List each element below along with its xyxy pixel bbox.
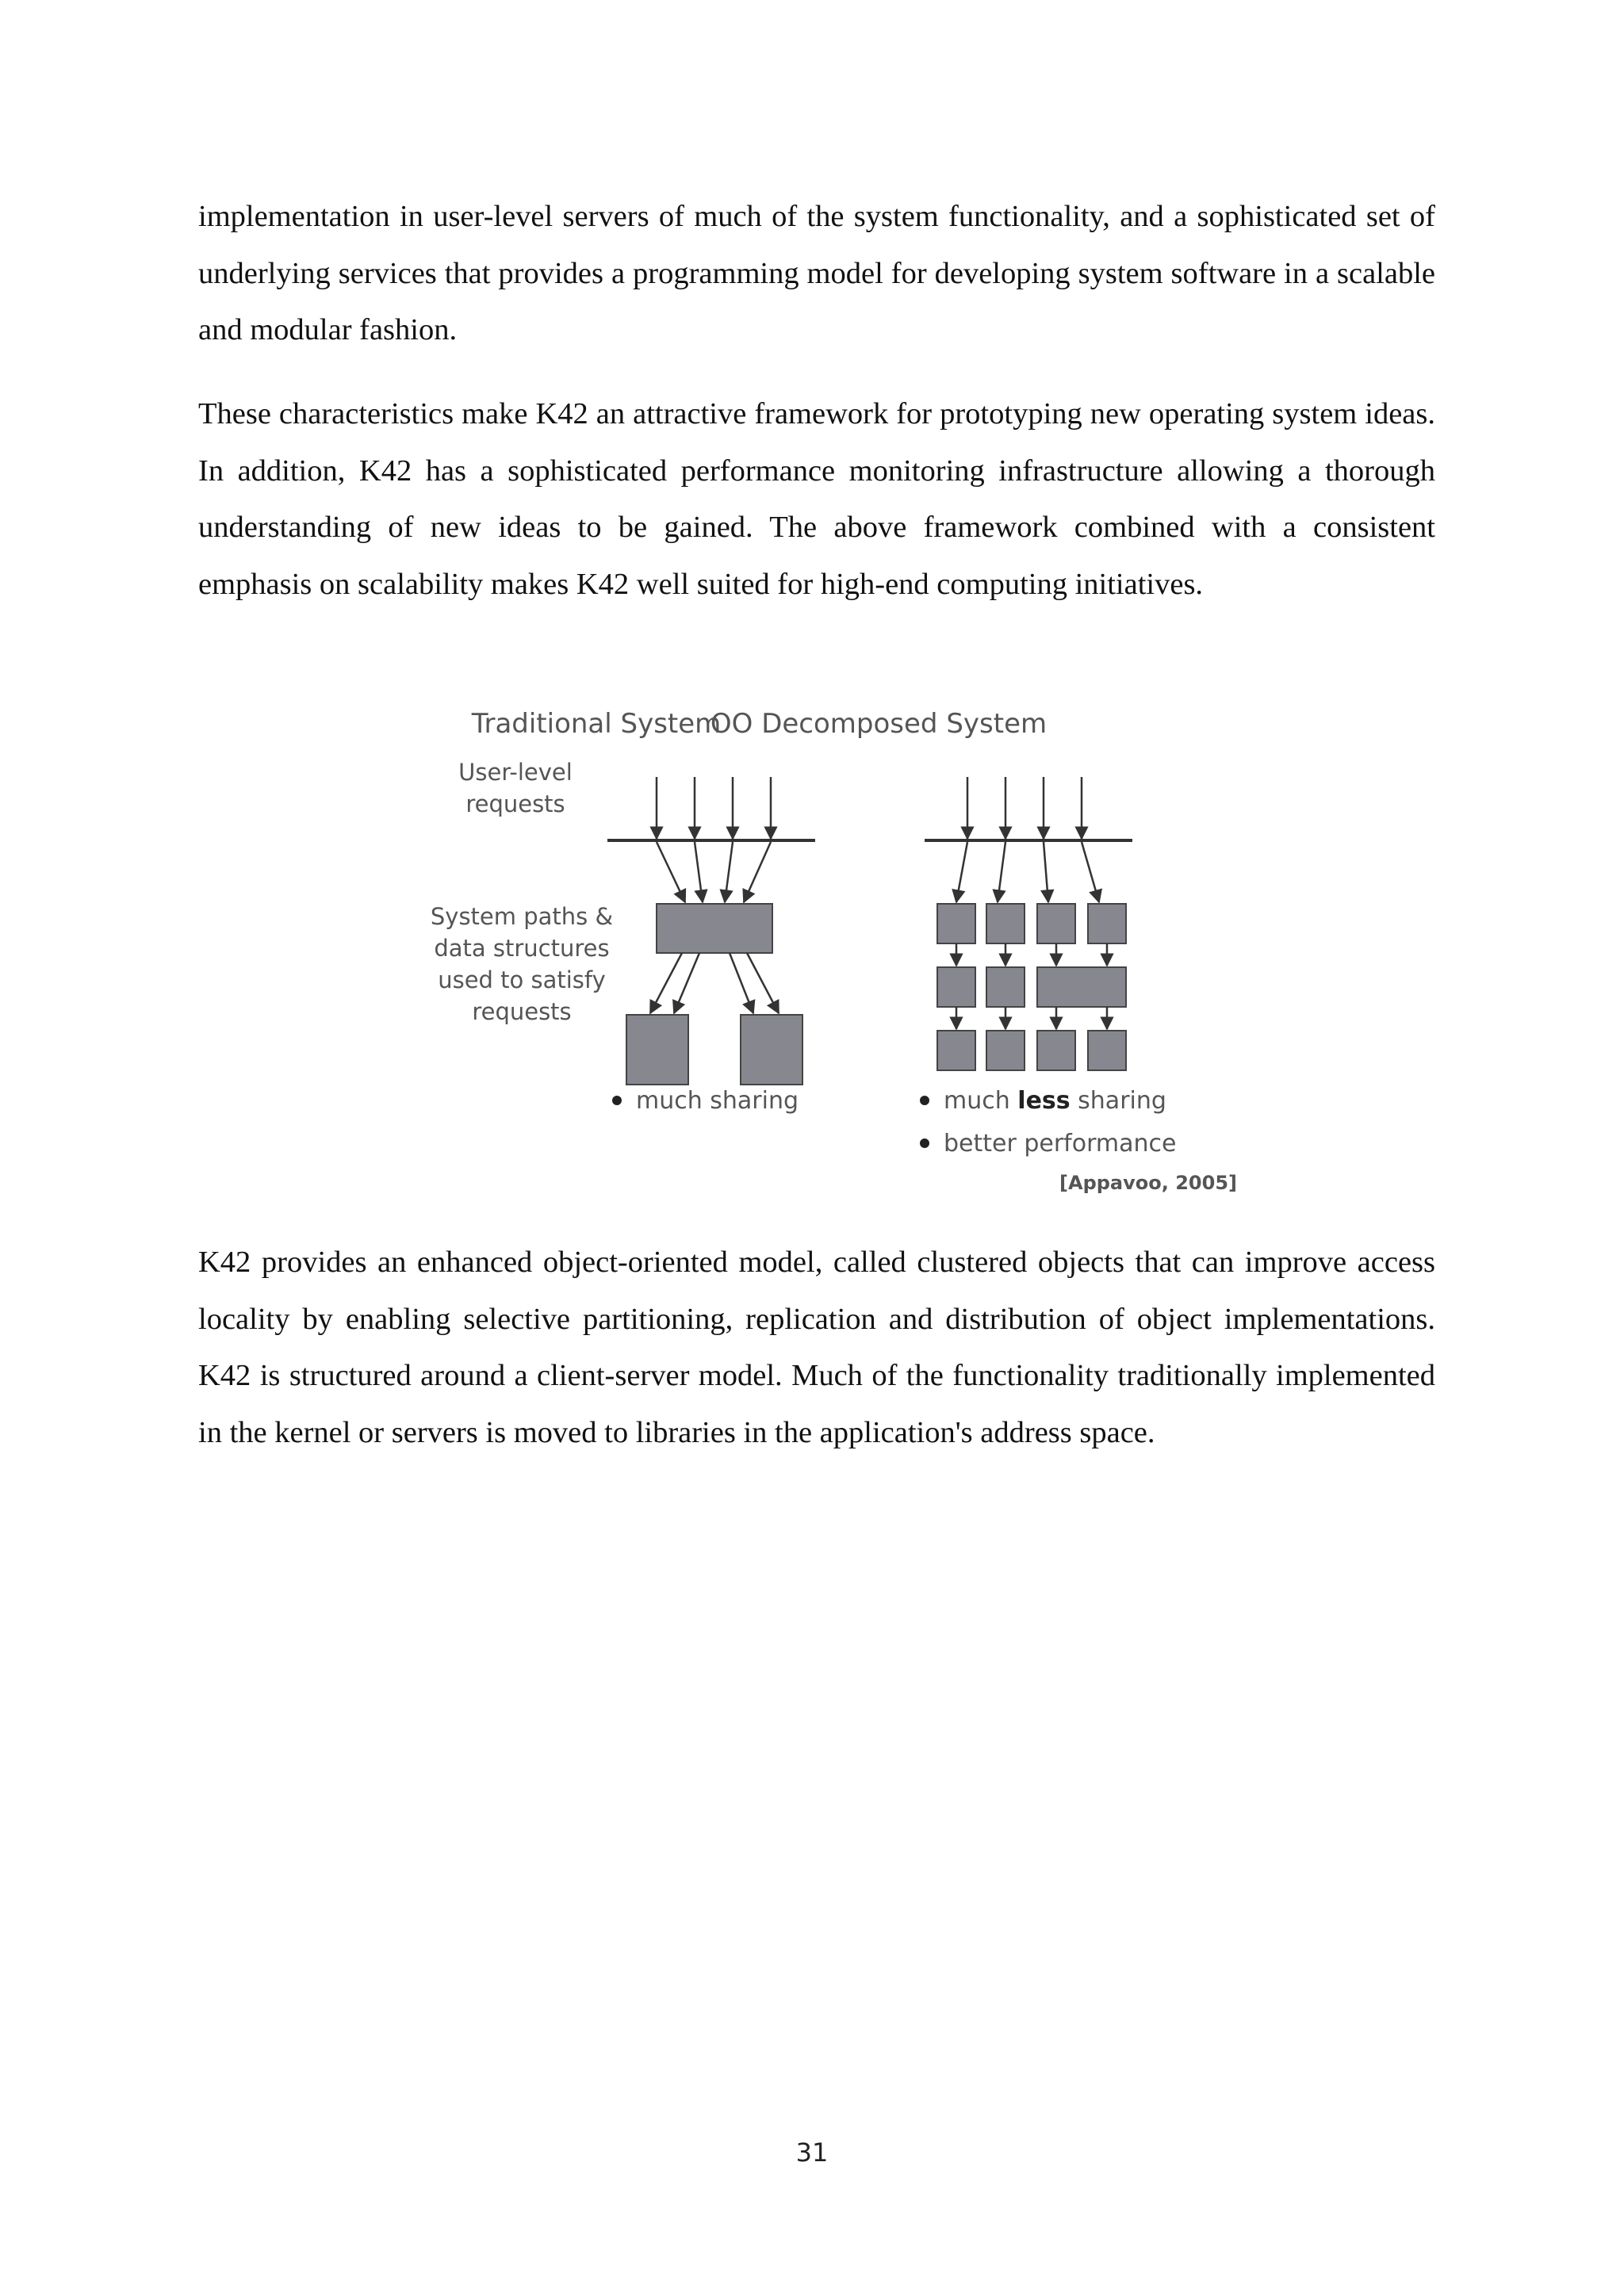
oo-decomposed-system-diagram (925, 777, 1132, 1070)
paragraph-1: implementation in user-level servers of much of the system functionality, and a sophisticated set of underlying services that provides a programming model for developing system software in a scalable and modular fashion. (198, 200, 1435, 346)
label-user-level: User-level (458, 759, 573, 786)
label-requests: requests (465, 790, 565, 817)
bullet-dot (920, 1096, 929, 1105)
paragraph-2: These characteristics make K42 an attractive framework for prototyping new operating system ideas. In addition, K42 has a sophisticated performance monitoring infrastructure allowing a thorough understanding of new ideas to be gained. The above framework combined with a consistent emphasis on scalability makes K42 well suited for high-end computing initiatives. (198, 397, 1435, 601)
oo-decomposed-system-title: OO Decomposed System (710, 708, 1048, 740)
label-requests-2: requests (472, 998, 572, 1025)
traditional-system-diagram (607, 777, 815, 1085)
page-number: 31 (795, 2137, 829, 2168)
bullet-dot (920, 1138, 929, 1148)
bullet-dot (612, 1096, 622, 1105)
label-system-paths: System paths & (430, 903, 614, 930)
figure-citation: [Appavoo, 2005] (1059, 1172, 1237, 1194)
paragraph-3: K42 provides an enhanced object-oriented model, called clustered objects that can improve access locality by enabling selective partitioning, replication and distribution of object implementations. K42 is structured around a client-server model. Much of the functionality traditionally implemented in the kernel or servers is moved to libraries in the application's address space. (198, 1246, 1435, 1449)
traditional-bullet: much sharing (636, 1087, 799, 1115)
oo-bullet-better-performance: better performance (944, 1130, 1177, 1158)
system-comparison-figure (420, 698, 1245, 1205)
oo-bullet-less-sharing: much less sharing (944, 1087, 1166, 1115)
traditional-system-title: Traditional System (471, 708, 722, 740)
label-data-structures: data structures (434, 935, 610, 962)
label-used-to-satisfy: used to satisfy (438, 966, 606, 993)
